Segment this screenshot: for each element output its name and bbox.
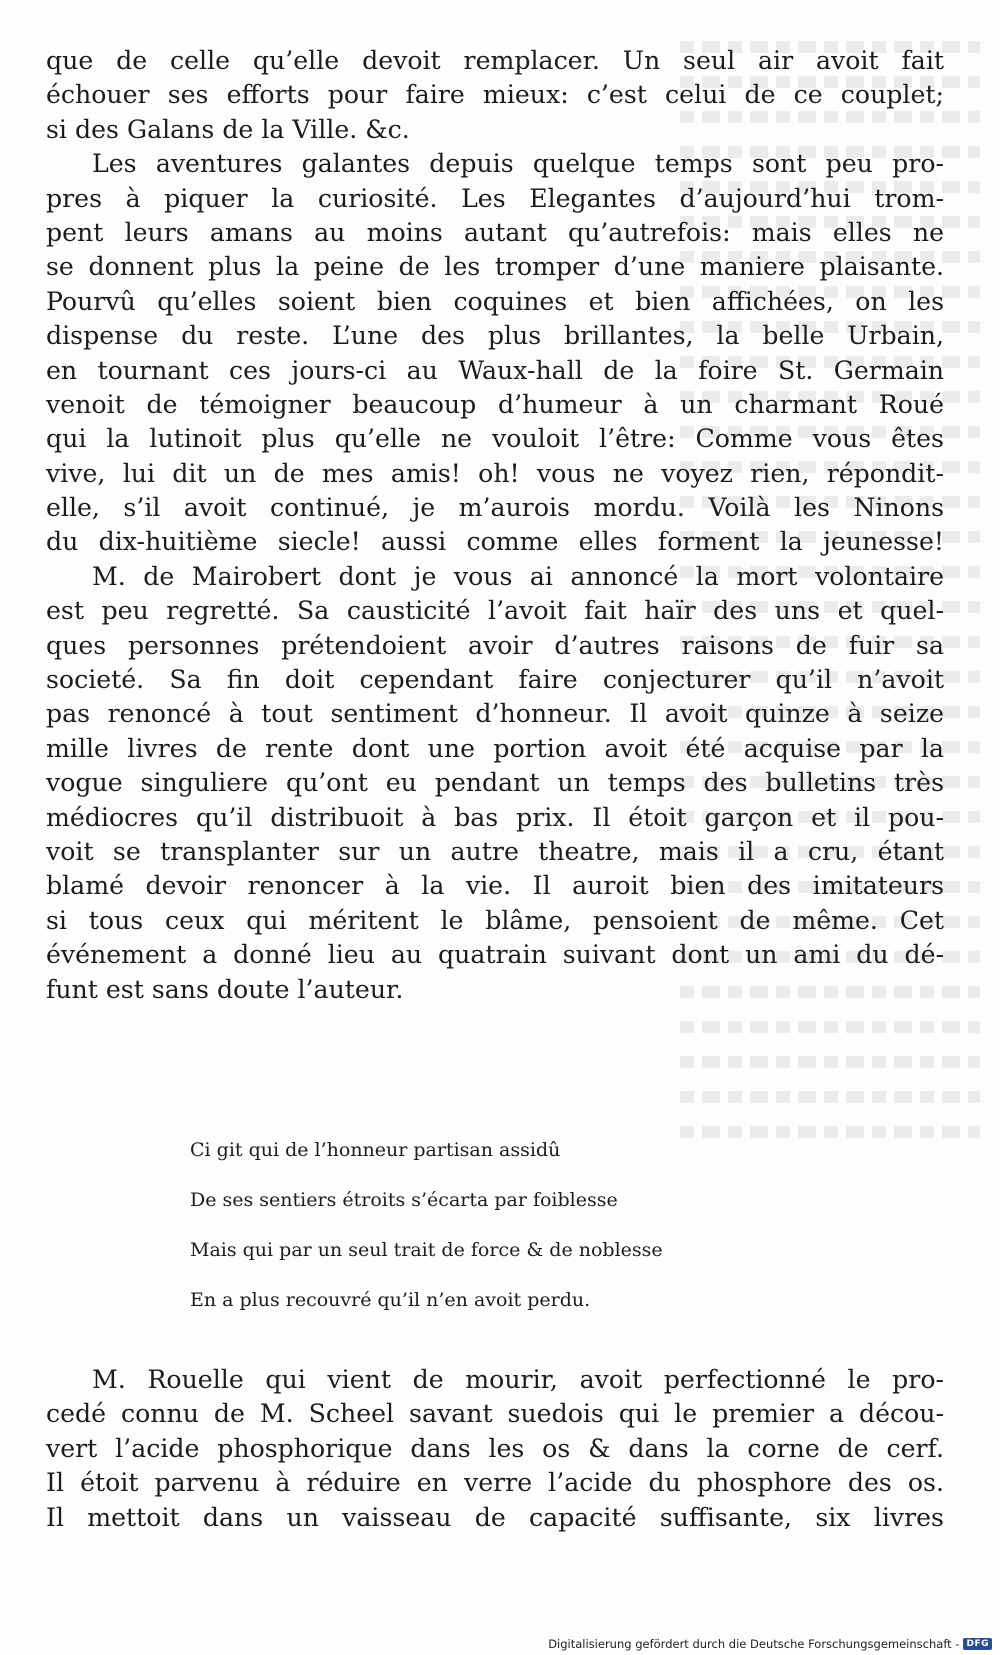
text-line: Il étoit parvenu à réduire en verre l’acide du phosphore des os. <box>46 1468 944 1498</box>
text-line: vert l’acide phosphorique dans les os & dans la corne de cerf. <box>46 1433 944 1463</box>
text-line: se donnent plus la peine de les tromper d’une maniere plaisante. <box>46 252 944 282</box>
text-line: du dix-huitième siecle! aussi comme elles forment la jeunesse! <box>46 527 944 557</box>
text-line: mille livres de rente dont une portion avoit été acquise par la <box>46 733 944 763</box>
paragraph-start-line: M. Rouelle qui vient de mourir, avoit perfectionné le pro- <box>92 1365 944 1394</box>
text-line: funt est sans doute l’auteur. <box>46 974 404 1004</box>
quatrain <box>190 1125 710 1325</box>
text-line: échouer ses efforts pour faire mieux: c’est celui de ce couplet; <box>46 80 944 110</box>
text-line: pres à piquer la curiosité. Les Elegantes d’aujourd’hui trom- <box>46 183 944 213</box>
text-line: Pourvû qu’elles soient bien coquines et bien affichées, on les <box>46 286 944 316</box>
text-line: Il mettoit dans un vaisseau de capacité suffisante, six livres <box>46 1502 944 1532</box>
body-text-continued <box>46 1363 944 1535</box>
text-line: venoit de témoigner beaucoup d’humeur à un charmant Roué <box>46 389 944 419</box>
text-line: elle, s’il avoit continué, je m’aurois mordu. Voilà les Ninons <box>46 493 944 523</box>
text-line: si tous ceux qui méritent le blâme, pensoient de même. Cet <box>46 905 944 935</box>
verse-line: Ci git qui de l’honneur partisan assidû <box>190 1139 561 1161</box>
text-line: est peu regretté. Sa causticité l’avoit fait haïr des uns et quel- <box>46 596 944 626</box>
text-line: dispense du reste. L’une des plus brillantes, la belle Urbain, <box>46 321 944 351</box>
text-line: vive, lui dit un de mes amis! oh! vous ne voyez rien, répondit- <box>46 458 944 488</box>
text-line: médiocres qu’il distribuoit à bas prix. Il étoit garçon et il pou- <box>46 802 944 832</box>
text-line: en tournant ces jours-ci au Waux-hall de la foire St. Germain <box>46 355 944 385</box>
dfg-logo-icon: DFG <box>963 1638 992 1650</box>
credit-text: Digitalisierung gefördert durch die Deutsche Forschungsgemeinschaft - <box>548 1637 960 1651</box>
text-line: vogue singuliere qu’ont eu pendant un temps des bulletins très <box>46 768 944 798</box>
text-line: pent leurs amans au moins autant qu’autrefois: mais elles ne <box>46 217 944 247</box>
text-line: cedé connu de M. Scheel savant suedois qui le premier a décou- <box>46 1399 944 1429</box>
paragraph-start-line: Les aventures galantes depuis quelque temps sont peu pro- <box>92 149 944 179</box>
paragraph-start-line: M. de Mairobert dont je vous ai annoncé la mort volontaire <box>92 561 944 591</box>
text-line: ques personnes prétendoient avoir d’autres raisons de fuir sa <box>46 630 944 660</box>
text-line: blamé devoir renoncer à la vie. Il auroit bien des imitateurs <box>46 871 944 901</box>
verse-line: Mais qui par un seul trait de force & de noblesse <box>190 1239 663 1261</box>
text-line: si des Galans de la Ville. &c. <box>46 114 410 144</box>
verse-line: En a plus recouvré qu’il n’en avoit perdu. <box>190 1289 591 1311</box>
text-line: qui la lutinoit plus qu’elle ne vouloit l’être: Comme vous êtes <box>46 424 944 454</box>
digitization-credit <box>548 1637 992 1651</box>
body-text <box>46 44 944 1007</box>
text-line: événement a donné lieu au quatrain suivant dont un ami du dé- <box>46 940 944 970</box>
text-line: que de celle qu’elle devoit remplacer. Un seul air avoit fait <box>46 46 944 75</box>
text-line: voit se transplanter sur un autre theatre, mais il a cru, étant <box>46 836 944 866</box>
text-line: societé. Sa fin doit cependant faire conjecturer qu’il n’avoit <box>46 665 944 695</box>
text-line: pas renoncé à tout sentiment d’honneur. Il avoit quinze à seize <box>46 699 944 729</box>
verse-line: De ses sentiers étroits s’écarta par foiblesse <box>190 1189 618 1211</box>
